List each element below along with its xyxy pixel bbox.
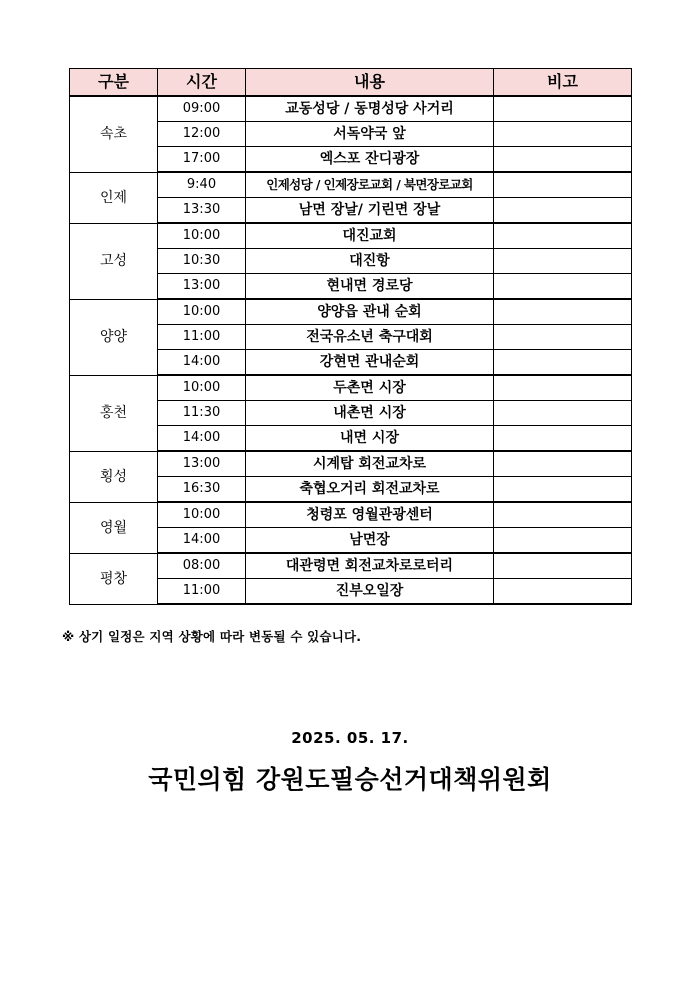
content-cell: 축협오거리 회전교차로 [246,477,494,503]
time-cell: 11:30 [158,401,246,426]
remark-cell [494,223,632,249]
content-cell: 강현면 관내순회 [246,350,494,376]
document-date: 2025. 05. 17. [291,729,409,747]
time-cell: 9:40 [158,172,246,198]
time-cell: 08:00 [158,553,246,579]
header-time: 시간 [158,69,246,97]
content-cell: 엑스포 잔디광장 [246,147,494,173]
time-cell: 17:00 [158,147,246,173]
remark-cell [494,198,632,224]
schedule-note: ※ 상기 일정은 지역 상황에 따라 변동될 수 있습니다. [62,629,362,644]
time-cell: 10:00 [158,502,246,528]
content-cell: 진부오일장 [246,579,494,605]
table-row [70,553,632,579]
content-cell: 내면 시장 [246,426,494,452]
content-cell: 청령포 영월관광센터 [246,502,494,528]
table-row [70,502,632,528]
region-cell: 고성 [70,223,158,299]
remark-cell [494,350,632,376]
schedule-table [69,68,632,605]
remark-cell [494,299,632,325]
remark-cell [494,451,632,477]
remark-cell [494,325,632,350]
table-header [70,69,632,97]
content-cell: 현내면 경로당 [246,274,494,300]
remark-cell [494,579,632,605]
organization-name: 국민의힘 강원도필승선거대책위원회 [148,765,552,794]
table-row [70,375,632,401]
header-remark: 비고 [494,69,632,97]
time-cell: 16:30 [158,477,246,503]
region-cell: 양양 [70,299,158,375]
time-cell: 14:00 [158,426,246,452]
time-cell: 09:00 [158,96,246,122]
content-cell: 양양읍 관내 순회 [246,299,494,325]
remark-cell [494,401,632,426]
region-cell: 속초 [70,96,158,172]
header-region: 구분 [70,69,158,97]
time-cell: 12:00 [158,122,246,147]
remark-cell [494,502,632,528]
content-cell: 대진교회 [246,223,494,249]
time-cell: 13:30 [158,198,246,224]
content-cell: 남면장 [246,528,494,554]
content-cell: 교동성당 / 동명성당 사거리 [246,96,494,122]
time-cell: 10:00 [158,375,246,401]
time-cell: 11:00 [158,325,246,350]
region-cell: 횡성 [70,451,158,502]
time-cell: 10:30 [158,249,246,274]
remark-cell [494,528,632,554]
content-cell: 인제성당 / 인제장로교회 / 북면장로교회 [246,172,494,198]
time-cell: 10:00 [158,223,246,249]
region-cell: 인제 [70,172,158,223]
time-cell: 10:00 [158,299,246,325]
content-cell: 내촌면 시장 [246,401,494,426]
time-cell: 13:00 [158,274,246,300]
remark-cell [494,147,632,173]
time-cell: 14:00 [158,528,246,554]
remark-cell [494,426,632,452]
remark-cell [494,477,632,503]
table-row [70,96,632,122]
remark-cell [494,375,632,401]
content-cell: 남면 장날/ 기린면 장날 [246,198,494,224]
table-row [70,223,632,249]
content-cell: 대진항 [246,249,494,274]
remark-cell [494,553,632,579]
remark-cell [494,249,632,274]
table-body [70,96,632,604]
remark-cell [494,96,632,122]
header-row [70,69,632,97]
content-cell: 서독약국 앞 [246,122,494,147]
remark-cell [494,274,632,300]
time-cell: 14:00 [158,350,246,376]
remark-cell [494,122,632,147]
table-row [70,172,632,198]
time-cell: 11:00 [158,579,246,605]
region-cell: 홍천 [70,375,158,451]
table-row [70,299,632,325]
table-row [70,451,632,477]
content-cell: 대관령면 회전교차로로터리 [246,553,494,579]
header-content: 내용 [246,69,494,97]
content-cell: 시계탑 회전교차로 [246,451,494,477]
content-cell: 두촌면 시장 [246,375,494,401]
region-cell: 평창 [70,553,158,604]
content-cell: 전국유소년 축구대회 [246,325,494,350]
time-cell: 13:00 [158,451,246,477]
remark-cell [494,172,632,198]
region-cell: 영월 [70,502,158,553]
